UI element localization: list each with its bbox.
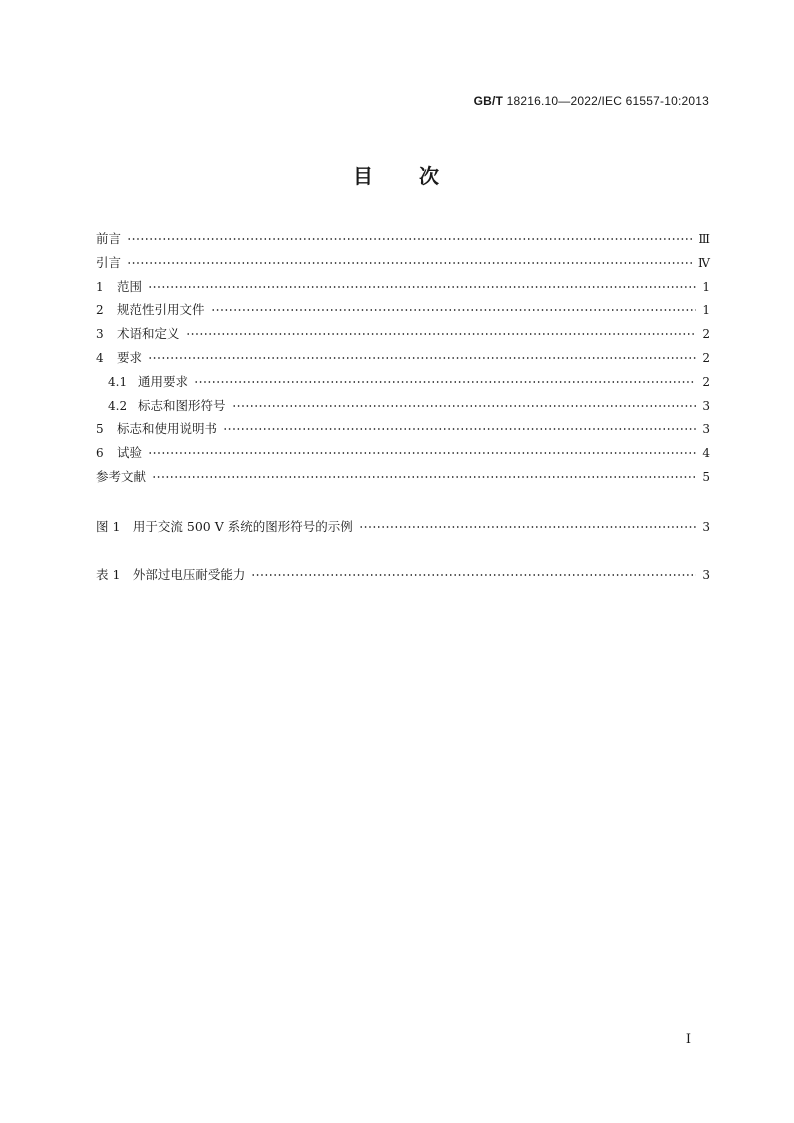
standard-code-number: 18216.10—2022/IEC 61557-10:2013 bbox=[503, 94, 709, 108]
toc-entry-number: 5 bbox=[96, 422, 104, 437]
page-folio: Ⅰ bbox=[685, 1032, 691, 1047]
toc-entry-number: 1 bbox=[96, 279, 104, 294]
toc-entry-page: 1 bbox=[702, 279, 710, 294]
toc-table-label: 表 1 外部过电压耐受能力 bbox=[96, 566, 246, 582]
toc-entry-page: 2 bbox=[702, 327, 710, 342]
toc-entry-number: 2 bbox=[96, 303, 104, 318]
toc-entry-normative-references[interactable] bbox=[96, 298, 710, 322]
toc-figure-1[interactable] bbox=[96, 515, 710, 539]
toc-table-page: 3 bbox=[702, 567, 710, 582]
toc-figure-label: 图 1 用于交流 500 V 系统的图形符号的示例 bbox=[96, 518, 353, 534]
toc-entry-label: 范围 bbox=[117, 278, 143, 294]
toc-entry-label: 引言 bbox=[96, 254, 122, 270]
toc-entry-label: 标志和图形符号 bbox=[138, 397, 226, 413]
standard-code bbox=[474, 94, 709, 108]
dot-leader bbox=[127, 255, 692, 269]
dot-leader bbox=[148, 350, 696, 364]
toc-entry-page: 4 bbox=[702, 446, 710, 461]
table-of-contents bbox=[96, 227, 710, 586]
dot-leader bbox=[148, 445, 696, 459]
toc-entry-label: 前言 bbox=[96, 231, 122, 246]
toc-entry-page: 3 bbox=[702, 422, 710, 437]
page-title-char-2: 次 bbox=[419, 164, 441, 188]
toc-entry-label: 标志和使用说明书 bbox=[117, 421, 218, 437]
toc-entry-page: 2 bbox=[702, 374, 710, 389]
dot-leader bbox=[232, 398, 696, 412]
toc-entry-terms-definitions[interactable] bbox=[96, 322, 710, 346]
dot-leader bbox=[194, 374, 696, 388]
toc-entry-number: 4 bbox=[96, 350, 104, 365]
page-title-char-1: 目 bbox=[353, 164, 375, 188]
toc-entry-general-requirements[interactable] bbox=[96, 370, 710, 394]
toc-entry-page: 2 bbox=[702, 350, 710, 365]
dot-leader bbox=[127, 231, 692, 245]
dot-leader bbox=[211, 302, 696, 316]
toc-entry-label: 规范性引用文件 bbox=[117, 302, 205, 318]
standard-code-prefix: GB/T bbox=[473, 94, 504, 108]
toc-entry-number: 3 bbox=[96, 327, 104, 342]
toc-entry-introduction[interactable] bbox=[96, 251, 710, 275]
toc-entry-tests[interactable] bbox=[96, 441, 710, 465]
dot-leader bbox=[223, 421, 696, 435]
toc-entry-requirements[interactable] bbox=[96, 346, 710, 370]
toc-entry-page: 5 bbox=[702, 469, 710, 484]
dot-leader bbox=[186, 326, 696, 340]
toc-table-1[interactable] bbox=[96, 563, 710, 587]
dot-leader bbox=[148, 279, 696, 293]
toc-figure-page: 3 bbox=[702, 519, 710, 534]
toc-entry-number: 6 bbox=[96, 446, 104, 461]
toc-entry-label: 要求 bbox=[117, 349, 143, 365]
toc-entry-page: Ⅳ bbox=[698, 255, 710, 270]
toc-entry-number: 4.2 bbox=[108, 398, 128, 413]
toc-entry-label: 术语和定义 bbox=[117, 326, 180, 342]
toc-entry-marking-instructions[interactable] bbox=[96, 417, 710, 441]
toc-entry-bibliography[interactable] bbox=[96, 465, 710, 489]
toc-entry-page: 3 bbox=[702, 398, 710, 413]
toc-entry-label: 参考文献 bbox=[96, 468, 147, 484]
toc-entry-label: 通用要求 bbox=[138, 373, 189, 389]
toc-entry-label: 试验 bbox=[117, 445, 143, 461]
dot-leader bbox=[152, 469, 696, 483]
toc-entry-scope[interactable] bbox=[96, 275, 710, 299]
dot-leader bbox=[359, 519, 696, 533]
page-title bbox=[0, 160, 794, 189]
toc-entry-page: Ⅲ bbox=[698, 232, 710, 246]
dot-leader bbox=[251, 567, 696, 581]
toc-entry-page: 1 bbox=[702, 303, 710, 318]
toc-entry-number: 4.1 bbox=[108, 374, 128, 389]
toc-entry-foreword[interactable] bbox=[96, 227, 710, 251]
toc-entry-marking-symbols[interactable] bbox=[96, 394, 710, 418]
